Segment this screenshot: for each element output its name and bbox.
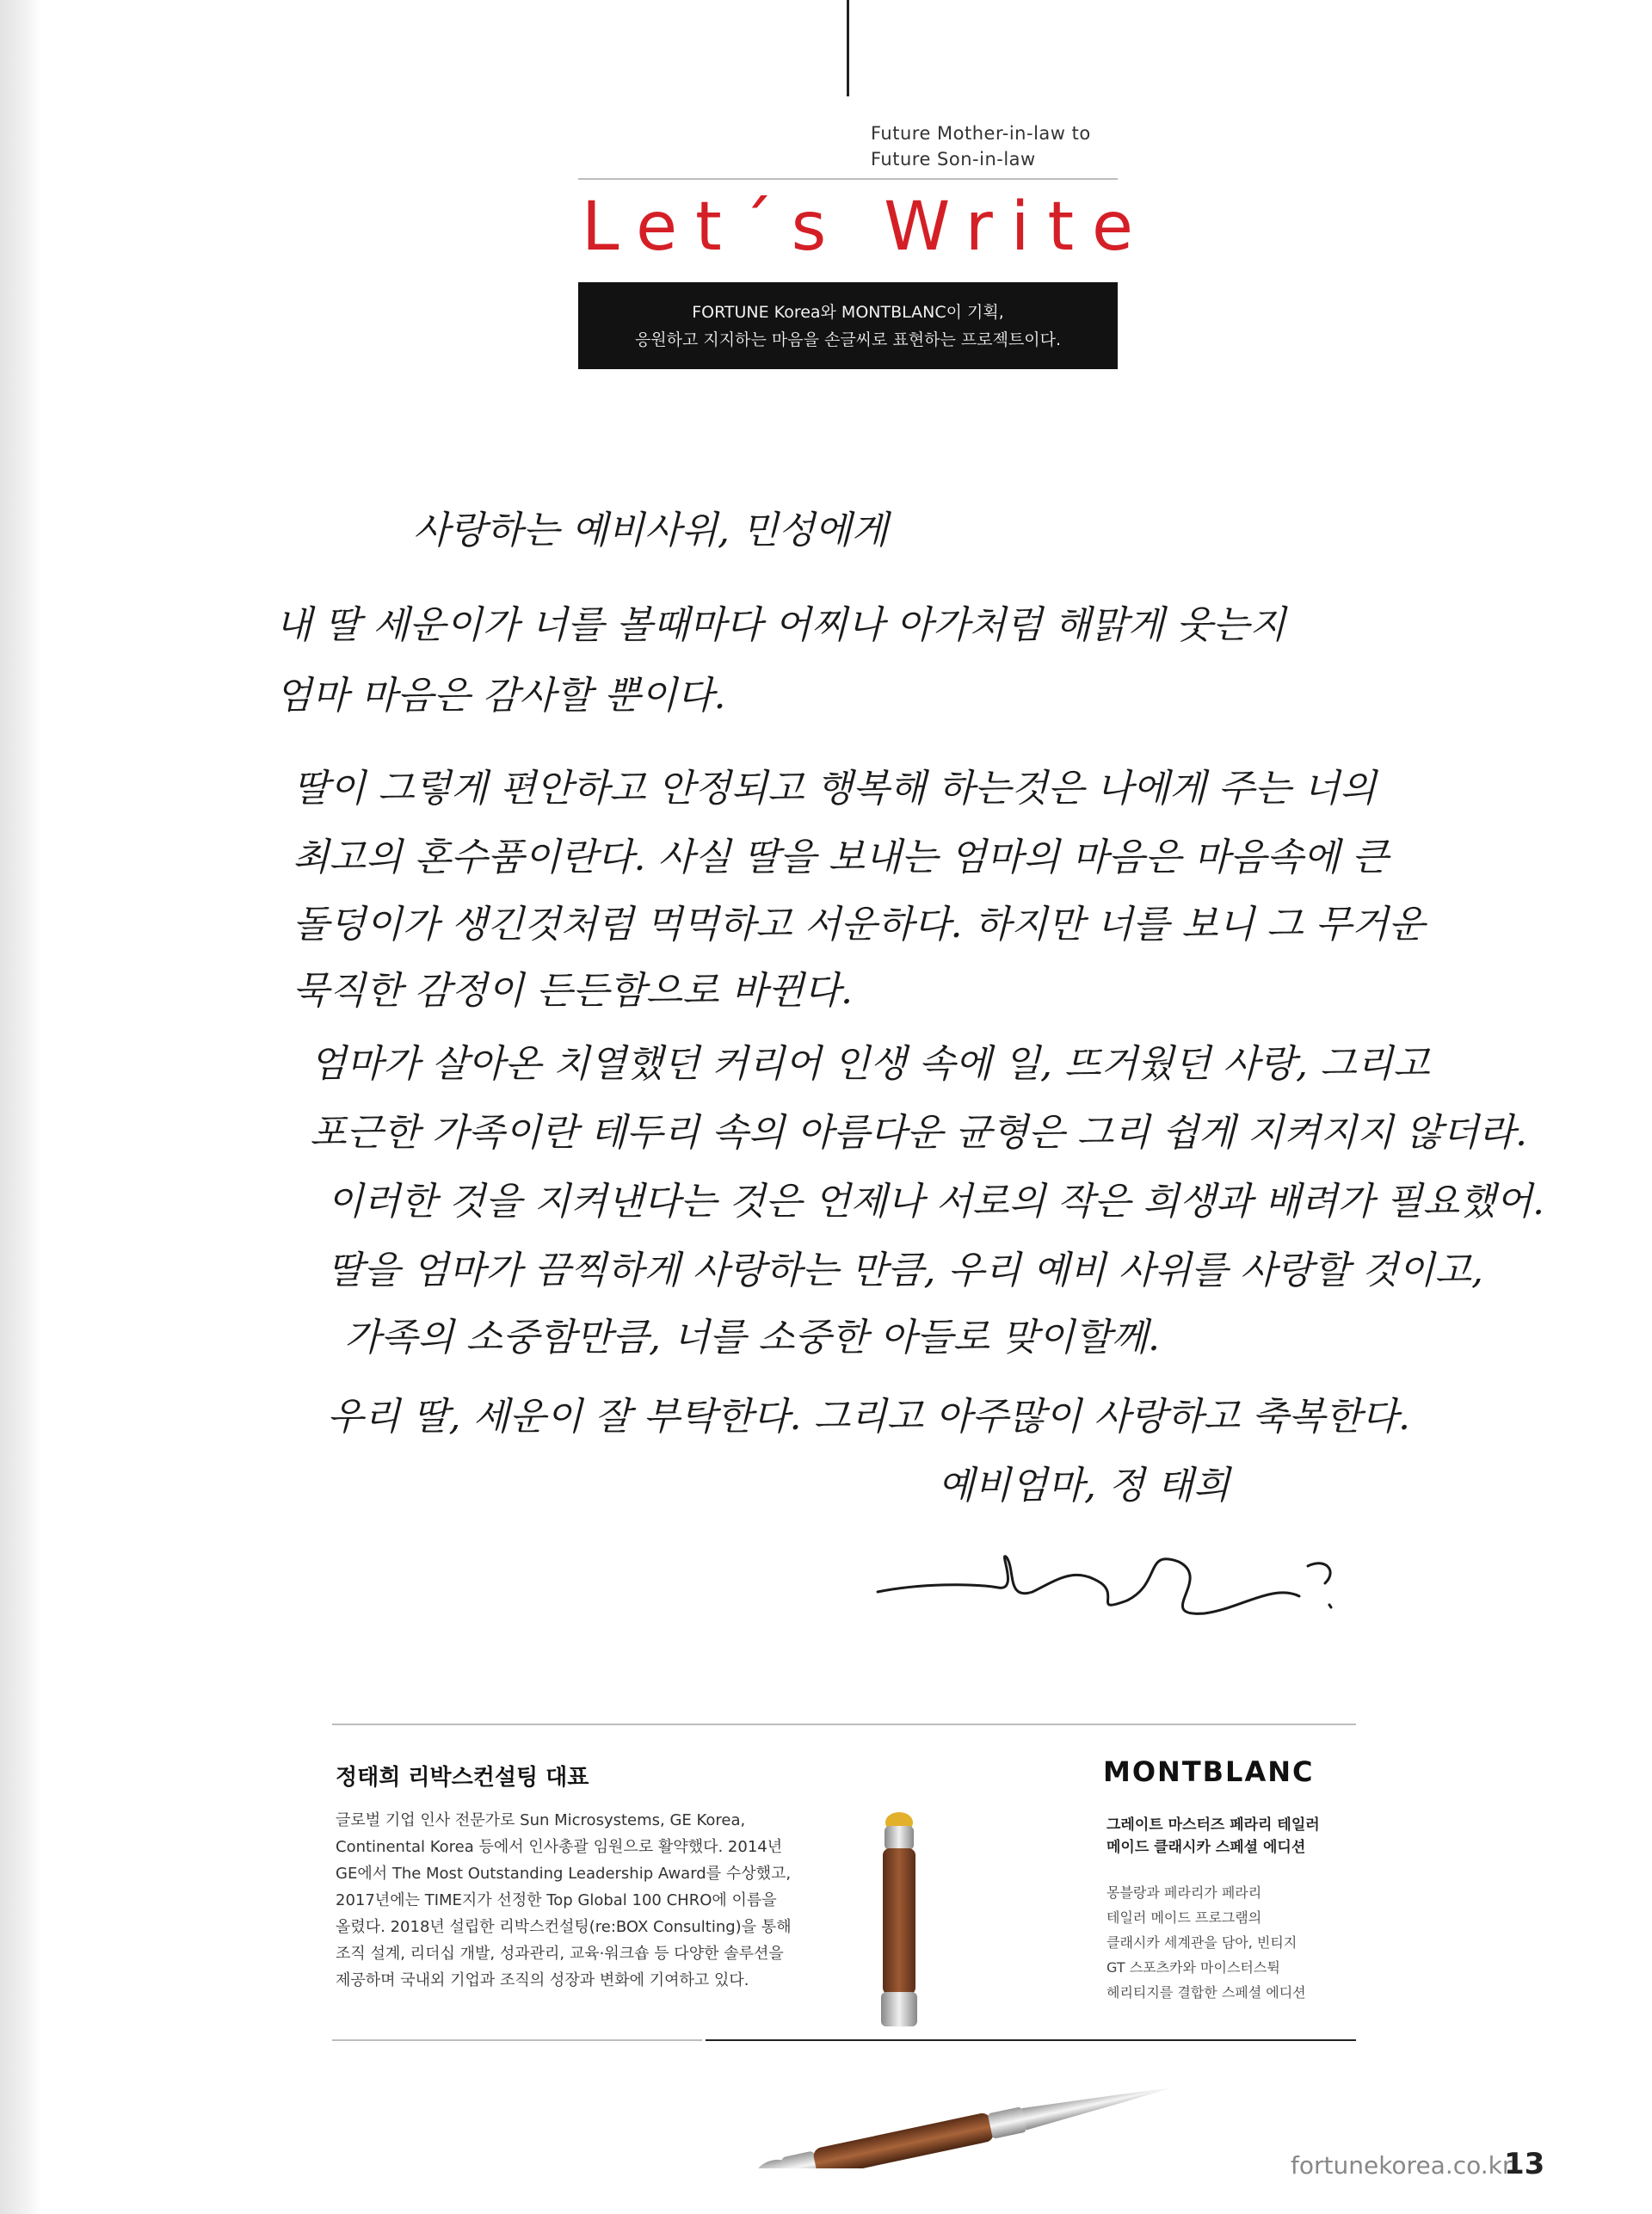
handwritten-signature [869,1532,1385,1626]
bio-line: 글로벌 기업 인사 전문가로 Sun Microsystems, GE Korea, [336,1811,746,1829]
letter-greeting: 사랑하는 예비사위, 민성에게 [413,509,889,552]
letter-line: 딸을 엄마가 끔찍하게 사랑하는 만큼, 우리 예비 사위를 사랑할 것이고, [327,1249,1483,1292]
subtitle-line: Future Son-in-law [871,149,1036,170]
fountain-pen-image [740,2048,1205,2168]
page-gutter-shadow [0,0,41,2214]
product-description [1106,1880,1365,2005]
product-desc-line: 클래시카 세계관을 담아, 빈티지 [1106,1934,1298,1951]
banner-line: 응원하고 지지하는 마음을 손글씨로 표현하는 프로젝트이다. [634,330,1062,349]
product-name-line: 그레이트 마스터즈 페라리 테일러 [1106,1816,1320,1834]
subtitle-line: Future Mother-in-law to [871,123,1091,144]
author-name-title: 정태희 리박스컨설팅 대표 [336,1765,589,1791]
product-name-line: 메이드 클래시카 스페셜 에디션 [1106,1839,1306,1856]
letter-line: 엄마 마음은 감사할 뿐이다. [275,674,726,718]
banner-line: FORTUNE Korea와 MONTBLANC이 기획, [692,302,1004,322]
footer-website: fortunekorea.co.kr [1291,2151,1513,2180]
letter-line: 최고의 혼수품이란다. 사실 딸을 보내는 엄마의 마음은 마음속에 큰 [293,836,1389,879]
letter-line: 내 딸 세운이가 너를 볼때마다 어찌나 아가처럼 해맑게 웃는지 [275,603,1286,647]
page-number: 13 [1504,2147,1545,2181]
bio-line: 2017년에는 TIME지가 선정한 Top Global 100 CHRO에 이름을 [336,1891,777,1909]
bio-line: 조직 설계, 리더십 개발, 성과관리, 교육·워크숍 등 다양한 솔루션을 [336,1945,784,1963]
letter-line: 돌덩이가 생긴것처럼 먹먹하고 서운하다. 하지만 너를 보니 그 무거운 [293,903,1425,947]
intro-banner [578,282,1118,369]
letter-closing: 예비엄마, 정 태희 [938,1464,1230,1508]
bio-line: 올렸다. 2018년 설립한 리박스컨설팅(re:BOX Consulting)을 통해 [336,1918,792,1936]
montblanc-logo: MONTBLANC [1103,1755,1315,1788]
product-name [1106,1814,1365,1859]
top-divider-line [847,0,849,96]
bio-bottom-rule [332,2039,702,2041]
letter-line: 딸이 그렇게 편안하고 안정되고 행복해 하는것은 나에게 주는 너의 [293,767,1377,811]
product-desc-line: 헤리티지를 결합한 스페셜 에디션 [1106,1984,1306,2001]
author-bio [336,1807,903,1994]
letter-line: 이러한 것을 지켜낸다는 것은 언제나 서로의 작은 희생과 배려가 필요했어. [327,1180,1544,1224]
letter-line: 가족의 소중함만큼, 너를 소중한 아들로 맞이할께. [344,1316,1160,1360]
letter-line: 우리 딸, 세운이 잘 부탁한다. 그리고 아주많이 사랑하고 축복한다. [327,1395,1410,1439]
product-desc-line: 몽블랑과 페라리가 페라리 [1106,1884,1262,1901]
letter-line: 묵직한 감정이 든든함으로 바뀐다. [293,969,853,1013]
product-bottom-rule [706,2039,1356,2041]
bio-line: Continental Korea 등에서 인사총괄 임원으로 활약했다. 2014년 [336,1838,783,1856]
bio-top-rule [332,1724,1356,1725]
bio-line: GE에서 The Most Outstanding Leadership Award를 수상했고, [336,1865,792,1883]
letter-line: 포근한 가족이란 테두리 속의 아름다운 균형은 그리 쉽게 지켜지지 않더라. [310,1111,1527,1155]
section-subtitle [871,120,1129,172]
product-desc-line: GT 스포츠카와 마이스터스튁 [1106,1959,1280,1976]
letter-line: 엄마가 살아온 치열했던 커리어 인생 속에 일, 뜨거웠던 사랑, 그리고 [310,1042,1430,1086]
page-title: Let´s Write [582,188,1152,266]
product-desc-line: 테일러 메이드 프로그램의 [1106,1909,1262,1926]
header-rule [578,178,1118,180]
bio-line: 제공하며 국내외 기업과 조직의 성장과 변화에 기여하고 있다. [336,1971,749,1989]
pen-cap-image [852,1807,946,2039]
